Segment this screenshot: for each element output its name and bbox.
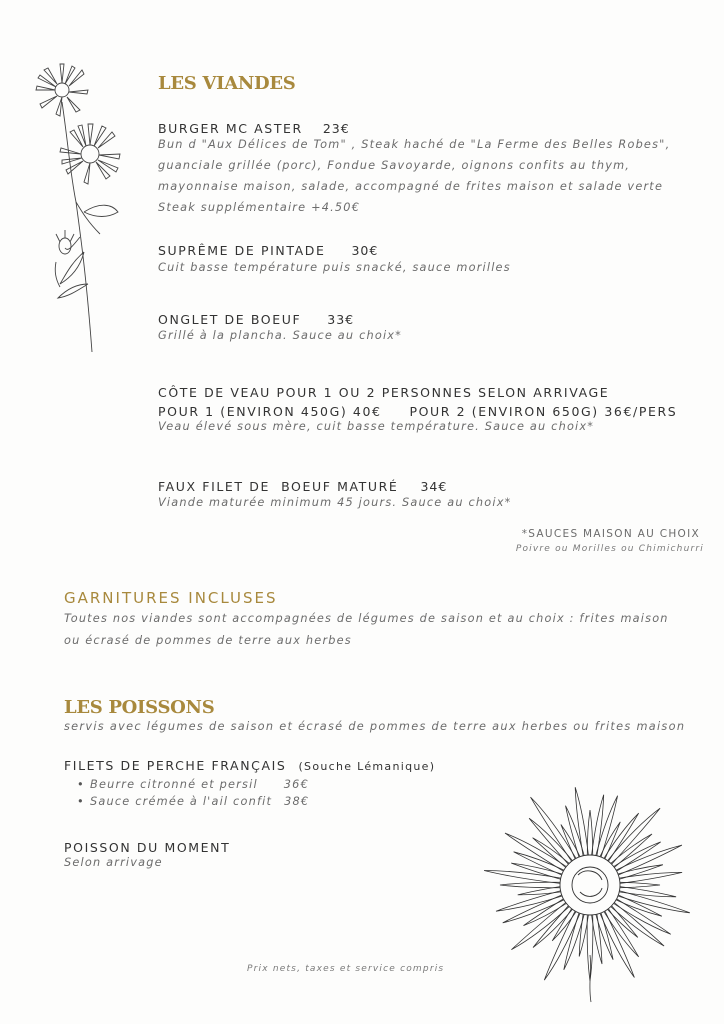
footer-note: Prix nets, taxes et service compris: [247, 964, 445, 974]
sauces-title: *SAUCES MAISON AU CHOIX: [521, 528, 700, 540]
menu-item-cote-de-veau: [158, 385, 718, 437]
item-desc-line: Selon arrivage: [64, 856, 163, 869]
item-price: 33€: [327, 312, 355, 327]
option-item: [90, 793, 484, 810]
option-label: Sauce crémée à l'ail confit: [90, 795, 273, 808]
option-price: 38€: [284, 795, 310, 808]
petal-stroke: [604, 813, 639, 861]
option-price: 36€: [283, 778, 309, 791]
petal-stroke: [587, 915, 593, 981]
stem-stroke: [590, 955, 591, 1002]
item-desc-line: Bun d "Aux Délices de Tom" , Steak haché de "La Ferme des Belles Robes",: [158, 138, 671, 151]
garnitures-line: ou écrasé de pommes de terre aux herbes: [64, 634, 352, 647]
petal-stroke: [619, 872, 682, 883]
item-name: POISSON DU MOMENT: [64, 840, 231, 855]
garnitures-title: GARNITURES INCLUSES: [64, 589, 278, 607]
item-desc-line: guanciale grillée (porc), Fondue Savoyarde, oignons confits au thym,: [158, 159, 631, 172]
garnitures-text: [64, 608, 714, 652]
item-name: ONGLET DE BOEUF: [158, 312, 302, 327]
item-desc-line: Veau élevé sous mère, cuit basse température. Sauce au choix*: [158, 420, 595, 433]
menu-item-faux-filet: [158, 476, 718, 513]
option-item: [90, 776, 484, 793]
menu-item-poisson-du-moment: [64, 840, 464, 873]
menu-item-pintade: [158, 240, 718, 278]
petal-stroke: [575, 787, 588, 856]
menu-item-perche: [64, 755, 484, 810]
petal-stroke: [618, 891, 690, 913]
petal-stroke: [592, 795, 604, 856]
menu-item-onglet: [158, 309, 718, 346]
aster-flower-illustration: [20, 62, 130, 357]
garnitures-line: Toutes nos viandes sont accompagnées de légumes de saison et au choix : frites maison: [64, 612, 669, 625]
item-name: SUPRÊME DE PINTADE: [158, 243, 326, 258]
petal-stroke: [600, 911, 634, 977]
petal-stroke: [619, 887, 676, 897]
item-name: CÔTE DE VEAU POUR 1 OU 2 PERSONNES SELON ARRIVAGE: [158, 385, 610, 400]
item-name: BURGER MC ASTER: [158, 121, 303, 136]
petal-stroke: [608, 808, 661, 864]
menu-item-burger: [158, 118, 718, 218]
petal-stroke: [596, 796, 618, 857]
chrysanthemum-illustration: [470, 780, 710, 1005]
petal-stroke: [496, 891, 562, 911]
item-origin: (Souche Lémanique): [298, 760, 436, 773]
item-desc-line: mayonnaise maison, salade, accompagné de frites maison et salade verte: [158, 180, 664, 193]
petal-stroke: [531, 797, 577, 861]
item-price: 30€: [351, 243, 379, 258]
item-price: 23€: [322, 121, 350, 136]
sauces-list: Poivre ou Morilles ou Chimichurri: [515, 544, 704, 554]
item-name: FILETS DE PERCHE FRANÇAIS: [64, 758, 287, 773]
item-price-options: POUR 1 (ENVIRON 450G) 40€ POUR 2 (ENVIRON 650G) 36€/PERS: [158, 404, 678, 419]
petal-stroke: [620, 882, 660, 887]
petal-stroke: [529, 818, 572, 864]
petal-stroke: [587, 810, 592, 855]
item-price: 34€: [420, 479, 448, 494]
petal-stroke: [608, 906, 638, 938]
poissons-subtitle: servis avec légumes de saison et écrasé de pommes de terre aux herbes ou frites maison: [64, 720, 686, 733]
item-desc-line: Viande maturée minimum 45 jours. Sauce au choix*: [158, 496, 512, 509]
item-name: FAUX FILET DE BOEUF MATURÉ: [158, 479, 399, 494]
item-desc-line: Cuit basse température puis snacké, sauce morilles: [158, 261, 511, 274]
item-desc-line: Steak supplémentaire +4.50€: [158, 201, 361, 214]
petal-stroke: [500, 882, 560, 887]
option-label: Beurre citronné et persil: [90, 778, 258, 791]
petal-stroke: [484, 871, 561, 884]
viandes-title: LES VIANDES: [158, 73, 296, 94]
poissons-title: LES POISSONS: [64, 697, 215, 718]
petal-stroke: [566, 806, 585, 857]
item-desc-line: Grillé à la plancha. Sauce au choix*: [158, 329, 403, 342]
petal-stroke: [524, 899, 567, 926]
petal-stroke: [561, 825, 580, 859]
